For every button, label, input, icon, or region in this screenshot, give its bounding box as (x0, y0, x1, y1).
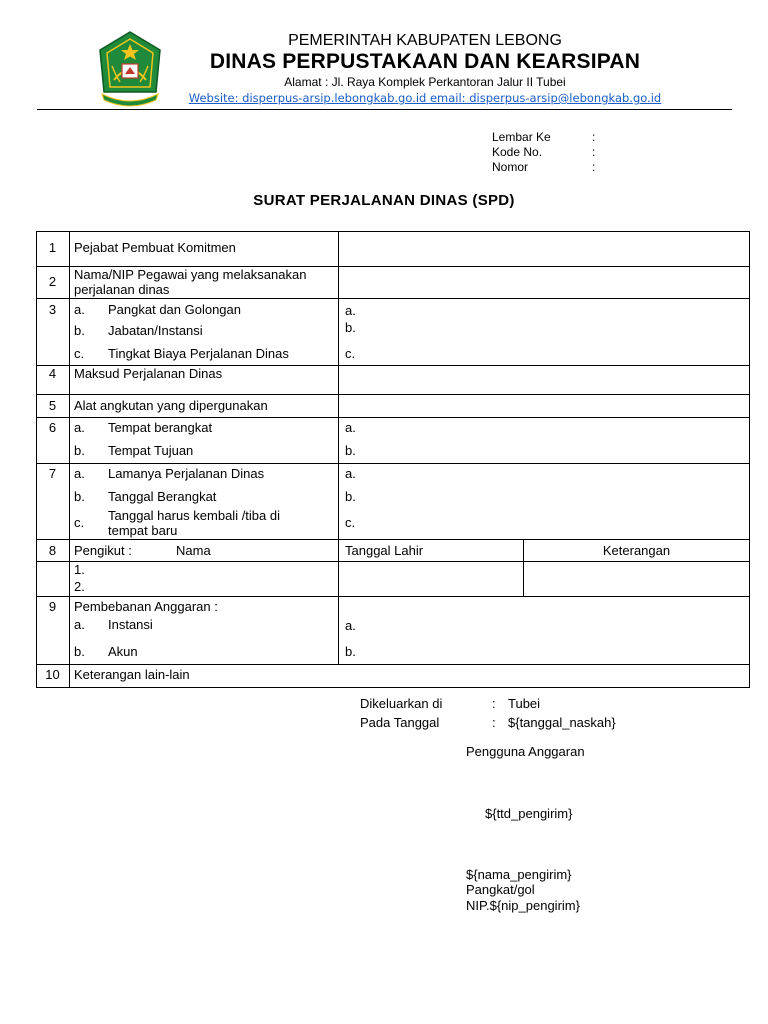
item-marker: a. (74, 617, 85, 632)
government-name: PEMERINTAH KABUPATEN LEBONG (288, 32, 562, 49)
item-marker: a. (345, 303, 356, 318)
item-marker: b. (345, 644, 356, 659)
office-address: Alamat : Jl. Raya Komplek Perkantoran Jalur II Tubei (284, 75, 566, 89)
transport-label: Alat angkutan yang dipergunakan (74, 398, 268, 413)
office-name: DINAS PERPUSTAKAAN DAN KEARSIPAN (209, 50, 641, 73)
letterhead-divider (37, 109, 732, 110)
item-marker: a. (74, 420, 85, 435)
trip-duration-label: Lamanya Perjalanan Dinas (108, 466, 265, 481)
item-marker: b. (345, 443, 356, 458)
item-marker: a. (345, 420, 356, 435)
item-marker: a. (345, 618, 356, 633)
row-number: 4 (48, 366, 57, 381)
budget-charge-label: Pembebanan Anggaran : (74, 599, 218, 614)
issued-place-label: Dikeluarkan di (360, 696, 443, 711)
table-border (36, 231, 37, 688)
row-divider (36, 539, 750, 540)
issued-date-value: ${tanggal_naskah} (508, 715, 616, 730)
name-column-header: Nama (176, 543, 211, 558)
row-divider (36, 463, 750, 464)
item-marker: c. (74, 346, 85, 361)
row-divider (36, 664, 750, 665)
return-date-label: Tanggal harus kembali /tiba di (108, 508, 280, 523)
issued-place-value: Tubei (508, 696, 541, 711)
issued-date-colon: : (492, 715, 496, 730)
item-marker: a. (345, 466, 356, 481)
remarks-column-header: Keterangan (602, 543, 671, 558)
item-marker: c. (74, 515, 85, 530)
signature-placeholder: ${ttd_pengirim} (485, 806, 573, 821)
follower-item: 1. (74, 562, 85, 577)
signer-name: ${nama_pengirim} (466, 867, 572, 882)
row-number: 6 (48, 420, 57, 435)
table-border (36, 231, 750, 232)
agency-label: Instansi (108, 617, 153, 632)
departure-date-label: Tanggal Berangkat (108, 489, 217, 504)
item-marker: a. (74, 302, 85, 317)
row-divider (36, 561, 750, 562)
follower-item: 2. (74, 579, 85, 594)
row-number: 5 (48, 398, 57, 413)
row-number: 9 (48, 599, 57, 614)
travel-purpose-label: Maksud Perjalanan Dinas (74, 366, 223, 381)
official-commitment-label: Pejabat Pembuat Komitmen (74, 240, 236, 255)
signer-nip: NIP.${nip_pengirim} (466, 898, 580, 913)
destination-label: Tempat Tujuan (108, 443, 194, 458)
table-border (749, 231, 750, 688)
item-marker: a. (74, 466, 85, 481)
row-divider (36, 394, 750, 395)
item-marker: b. (345, 320, 356, 335)
row-divider (36, 596, 750, 597)
row-number: 2 (48, 274, 57, 289)
column-divider (338, 231, 339, 664)
account-label: Akun (108, 644, 138, 659)
issued-place-colon: : (492, 696, 496, 711)
sheet-number-label: Lembar Ke (492, 130, 551, 144)
letter-number-label: Nomor (492, 160, 529, 174)
item-marker: b. (74, 443, 85, 458)
birth-date-column-header: Tanggal Lahir (345, 543, 424, 558)
signer-rank: Pangkat/gol (466, 882, 535, 897)
code-number-label: Kode No. (492, 145, 543, 159)
issued-date-label: Pada Tanggal (360, 715, 440, 730)
position-label: Jabatan/Instansi (108, 323, 203, 338)
row-number: 7 (48, 466, 57, 481)
item-marker: c. (345, 515, 356, 530)
return-date-label: tempat baru (108, 523, 178, 538)
item-marker: b. (345, 489, 356, 504)
other-remarks-label: Keterangan lain-lain (74, 667, 190, 682)
item-marker: b. (74, 323, 85, 338)
row-number: 1 (48, 240, 57, 255)
row-divider (36, 417, 750, 418)
column-divider (69, 231, 70, 688)
document-title: SURAT PERJALANAN DINAS (SPD) (253, 192, 515, 209)
sheet-number-colon: : (592, 130, 596, 144)
row-number: 8 (48, 543, 57, 558)
departure-place-label: Tempat berangkat (108, 420, 213, 435)
employee-name-label: Nama/NIP Pegawai yang melaksanakan (74, 267, 307, 282)
spd-table (36, 231, 750, 688)
lebong-regency-emblem (96, 30, 164, 108)
followers-label: Pengikut : (74, 543, 132, 558)
code-number-colon: : (592, 145, 596, 159)
row-number: 10 (45, 667, 60, 682)
item-marker: b. (74, 489, 85, 504)
employee-name-label: perjalanan dinas (74, 282, 170, 297)
letter-number-colon: : (592, 160, 596, 174)
office-contact-link[interactable]: Website: disperpus-arsip.lebongkab.go.id email: disperpus-arsip@lebongkab.go.id (188, 91, 662, 105)
signer-role: Pengguna Anggaran (466, 744, 585, 759)
travel-cost-level-label: Tingkat Biaya Perjalanan Dinas (108, 346, 289, 361)
rank-label: Pangkat dan Golongan (108, 302, 241, 317)
item-marker: c. (345, 346, 356, 361)
row-divider (36, 298, 750, 299)
row-number: 3 (48, 302, 57, 317)
table-border (36, 687, 750, 688)
item-marker: b. (74, 644, 85, 659)
